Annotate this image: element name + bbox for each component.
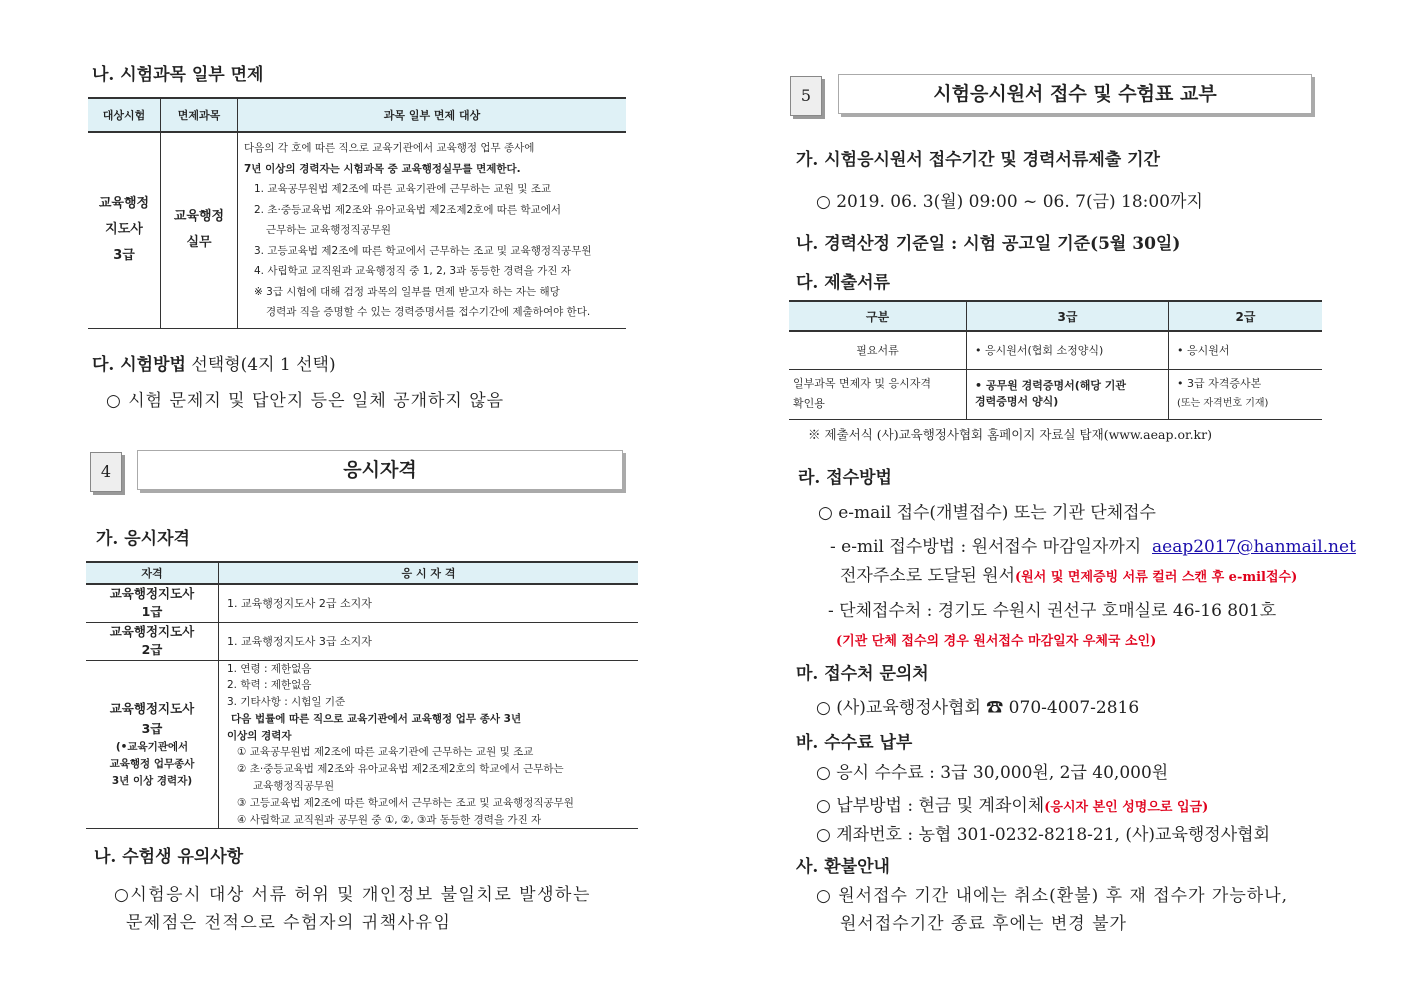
- section-4-title: 응시자격: [137, 450, 623, 490]
- heading-exempt: 나. 시험과목 일부 면제: [92, 65, 264, 85]
- fee-text: ○ 응시 수수료 : 3급 30,000원, 2급 40,000원: [816, 763, 1169, 783]
- qual-row-1-value: 1. 교육행정지도사 2급 소지자: [219, 584, 639, 622]
- docs-note: ※ 제출서식 (사)교육행정사협회 홈페이지 자료실 탑재(www.aeap.or.kr): [808, 427, 1212, 442]
- col-category: 구분: [789, 301, 967, 331]
- qual-row-1-label: 교육행정지도사 1급: [86, 584, 219, 622]
- email-address-link[interactable]: aeap2017@hanmail.net: [1152, 537, 1356, 557]
- qual-row-3-value: 1. 연령 : 제한없음 2. 학력 : 제한없음 3. 기타사항 : 시험일 기준 다음 법률에 따른 직으로 교육기관에서 교육행정 업무 종사 3년 이상의 경력자 ① 교육공무원법 제2조에 따른 교육기관에 근무하는 교원 및 조교 ② 초·중등교육법 제2조와 유아교육법 제2조제2호의 학교에서 근무하는 교육행정직공무원 ③ 고등교육법 제2조에 따른 학교에서 근무하는 조교 및 교육행정직공무원 ④ 사립학교 교직원과 공무원 중 ①, ②, ③과 동등한 경력을 가진 자: [219, 660, 639, 829]
- heading-fee: 바. 수수료 납부: [796, 733, 913, 753]
- group-red-note: (기관 단체 접수의 경우 원서접수 마감일자 우체국 소인): [836, 634, 1157, 649]
- col-qual: 자격: [86, 562, 219, 584]
- docs-r2-c1: 일부과목 면제자 및 응시자격 확인용: [789, 369, 967, 419]
- email-red-note: (원서 및 면제증빙 서류 컬러 스캔 후 e-mil접수): [1015, 570, 1298, 585]
- docs-r1-c2: • 응시원서(협회 소정양식): [967, 331, 1169, 369]
- exempt-table: [88, 97, 626, 329]
- pay-method: ○ 납부방법 : 현금 및 계좌이체(응시자 본인 성명으로 입금): [816, 796, 1209, 816]
- section-5-title: 시험응시원서 접수 및 수험표 교부: [838, 74, 1312, 114]
- col-requirement: 응 시 자 격: [219, 562, 639, 584]
- pay-red-note: (응시자 본인 성명으로 입금): [1044, 800, 1209, 815]
- heading-qualification: 가. 응시자격: [96, 529, 190, 549]
- docs-r2-c2: • 공무원 경력증명서(해당 기관 경력증명서 양식): [967, 369, 1169, 419]
- col-target: 대상시험: [88, 98, 161, 132]
- exempt-exam: 교육행정 지도사 3급: [88, 132, 161, 328]
- heading-period: 가. 시험응시원서 접수기간 및 경력서류제출 기간: [796, 150, 1160, 170]
- method-line: [92, 350, 336, 375]
- method-value: 선택형(4지 1 선택): [191, 355, 336, 375]
- heading-receipt: 라. 접수방법: [798, 468, 892, 488]
- heading-method: 다. 시험방법: [92, 355, 186, 375]
- qualification-table: [86, 561, 638, 829]
- qual-row-2-label: 교육행정지도사 2급: [86, 622, 219, 660]
- email-line: ○ e-mail 접수(개별접수) 또는 기관 단체접수: [818, 503, 1156, 523]
- group-line: - 단체접수처 : 경기도 수원시 권선구 호매실로 46-16 801호: [828, 601, 1277, 621]
- docs-r2-c3: • 3급 자격증사본 (또는 자격번호 기재): [1169, 369, 1323, 419]
- heading-docs: 다. 제출서류: [796, 273, 890, 293]
- section-5-number: 5: [790, 76, 822, 116]
- col-subject: 면제과목: [161, 98, 238, 132]
- docs-r1-c3: • 응시원서: [1169, 331, 1323, 369]
- col-grade3: 3급: [967, 301, 1169, 331]
- email-detail-2: 전자주소로 도달된 원서(원서 및 면제증빙 서류 컬러 스캔 후 e-mil접수): [840, 566, 1298, 586]
- col-detail: 과목 일부 면제 대상: [238, 98, 627, 132]
- heading-base-date: 나. 경력산정 기준일 : 시험 공고일 기준(5월 30일): [796, 234, 1181, 254]
- heading-caution: 나. 수험생 유의사항: [94, 847, 244, 867]
- qual-row-2-value: 1. 교육행정지도사 3급 소지자: [219, 622, 639, 660]
- contact-text: ○ (사)교육행정사협회 ☎ 070-4007-2816: [816, 698, 1140, 718]
- col-grade2: 2급: [1169, 301, 1323, 331]
- method-note: ○ 시험 문제지 및 답안지 등은 일체 공개하지 않음: [106, 391, 505, 411]
- caution-line-1: ○시험응시 대상 서류 허위 및 개인정보 불일치로 발생하는: [114, 885, 591, 905]
- exempt-detail: 다음의 각 호에 따른 직으로 교육기관에서 교육행정 업무 종사에 7년 이상의 경력자는 시험과목 중 교육행정실무를 면제한다. 1. 교육공무원법 제2조에 따른 교육기관에 근무하는 교원 및 조교 2. 초·중등교육법 제2조와 유아교육법 제2조제2호에 따른 학교에서 근무하는 교육행정직공무원 3. 고등교육법 제2조에 따른 학교에서 근무하는 조교 및 교육행정직공무원 4. 사립학교 교직원과 교육행정직 중 1, 2, 3과 동등한 경력을 가진 자 ※ 3급 시험에 대해 검정 과목의 일부를 면제 받고자 하는 자는 해당 경력과 직을 증명할 수 있는 경력증명서를 접수기간에 제출하여야 한다.: [238, 132, 627, 328]
- exempt-subject: 교육행정 실무: [161, 132, 238, 328]
- refund-line-1: ○ 원서접수 기간 내에는 취소(환불) 후 재 접수가 가능하나,: [816, 886, 1289, 906]
- heading-refund: 사. 환불안내: [796, 857, 890, 877]
- refund-line-2: 원서접수기간 종료 후에는 변경 불가: [840, 914, 1127, 934]
- period-text: ○ 2019. 06. 3(월) 09:00 ~ 06. 7(금) 18:00까지: [816, 192, 1203, 212]
- docs-r1-c1: 필요서류: [789, 331, 967, 369]
- docs-table: [789, 300, 1322, 420]
- section-4-number: 4: [90, 452, 122, 492]
- heading-contact: 마. 접수처 문의처: [796, 664, 929, 684]
- email-detail: - e-mil 접수방법 : 원서접수 마감일자까지 aeap2017@hanmail.net: [830, 537, 1356, 557]
- qual-row-3-label: 교육행정지도사 3급 (•교육기관에서 교육행정 업무종사 3년 이상 경력자): [86, 660, 219, 829]
- account-text: ○ 계좌번호 : 농협 301-0232-8218-21, (사)교육행정사협회: [816, 825, 1270, 845]
- caution-line-2: 문제점은 전적으로 수험자의 귀책사유임: [126, 913, 452, 933]
